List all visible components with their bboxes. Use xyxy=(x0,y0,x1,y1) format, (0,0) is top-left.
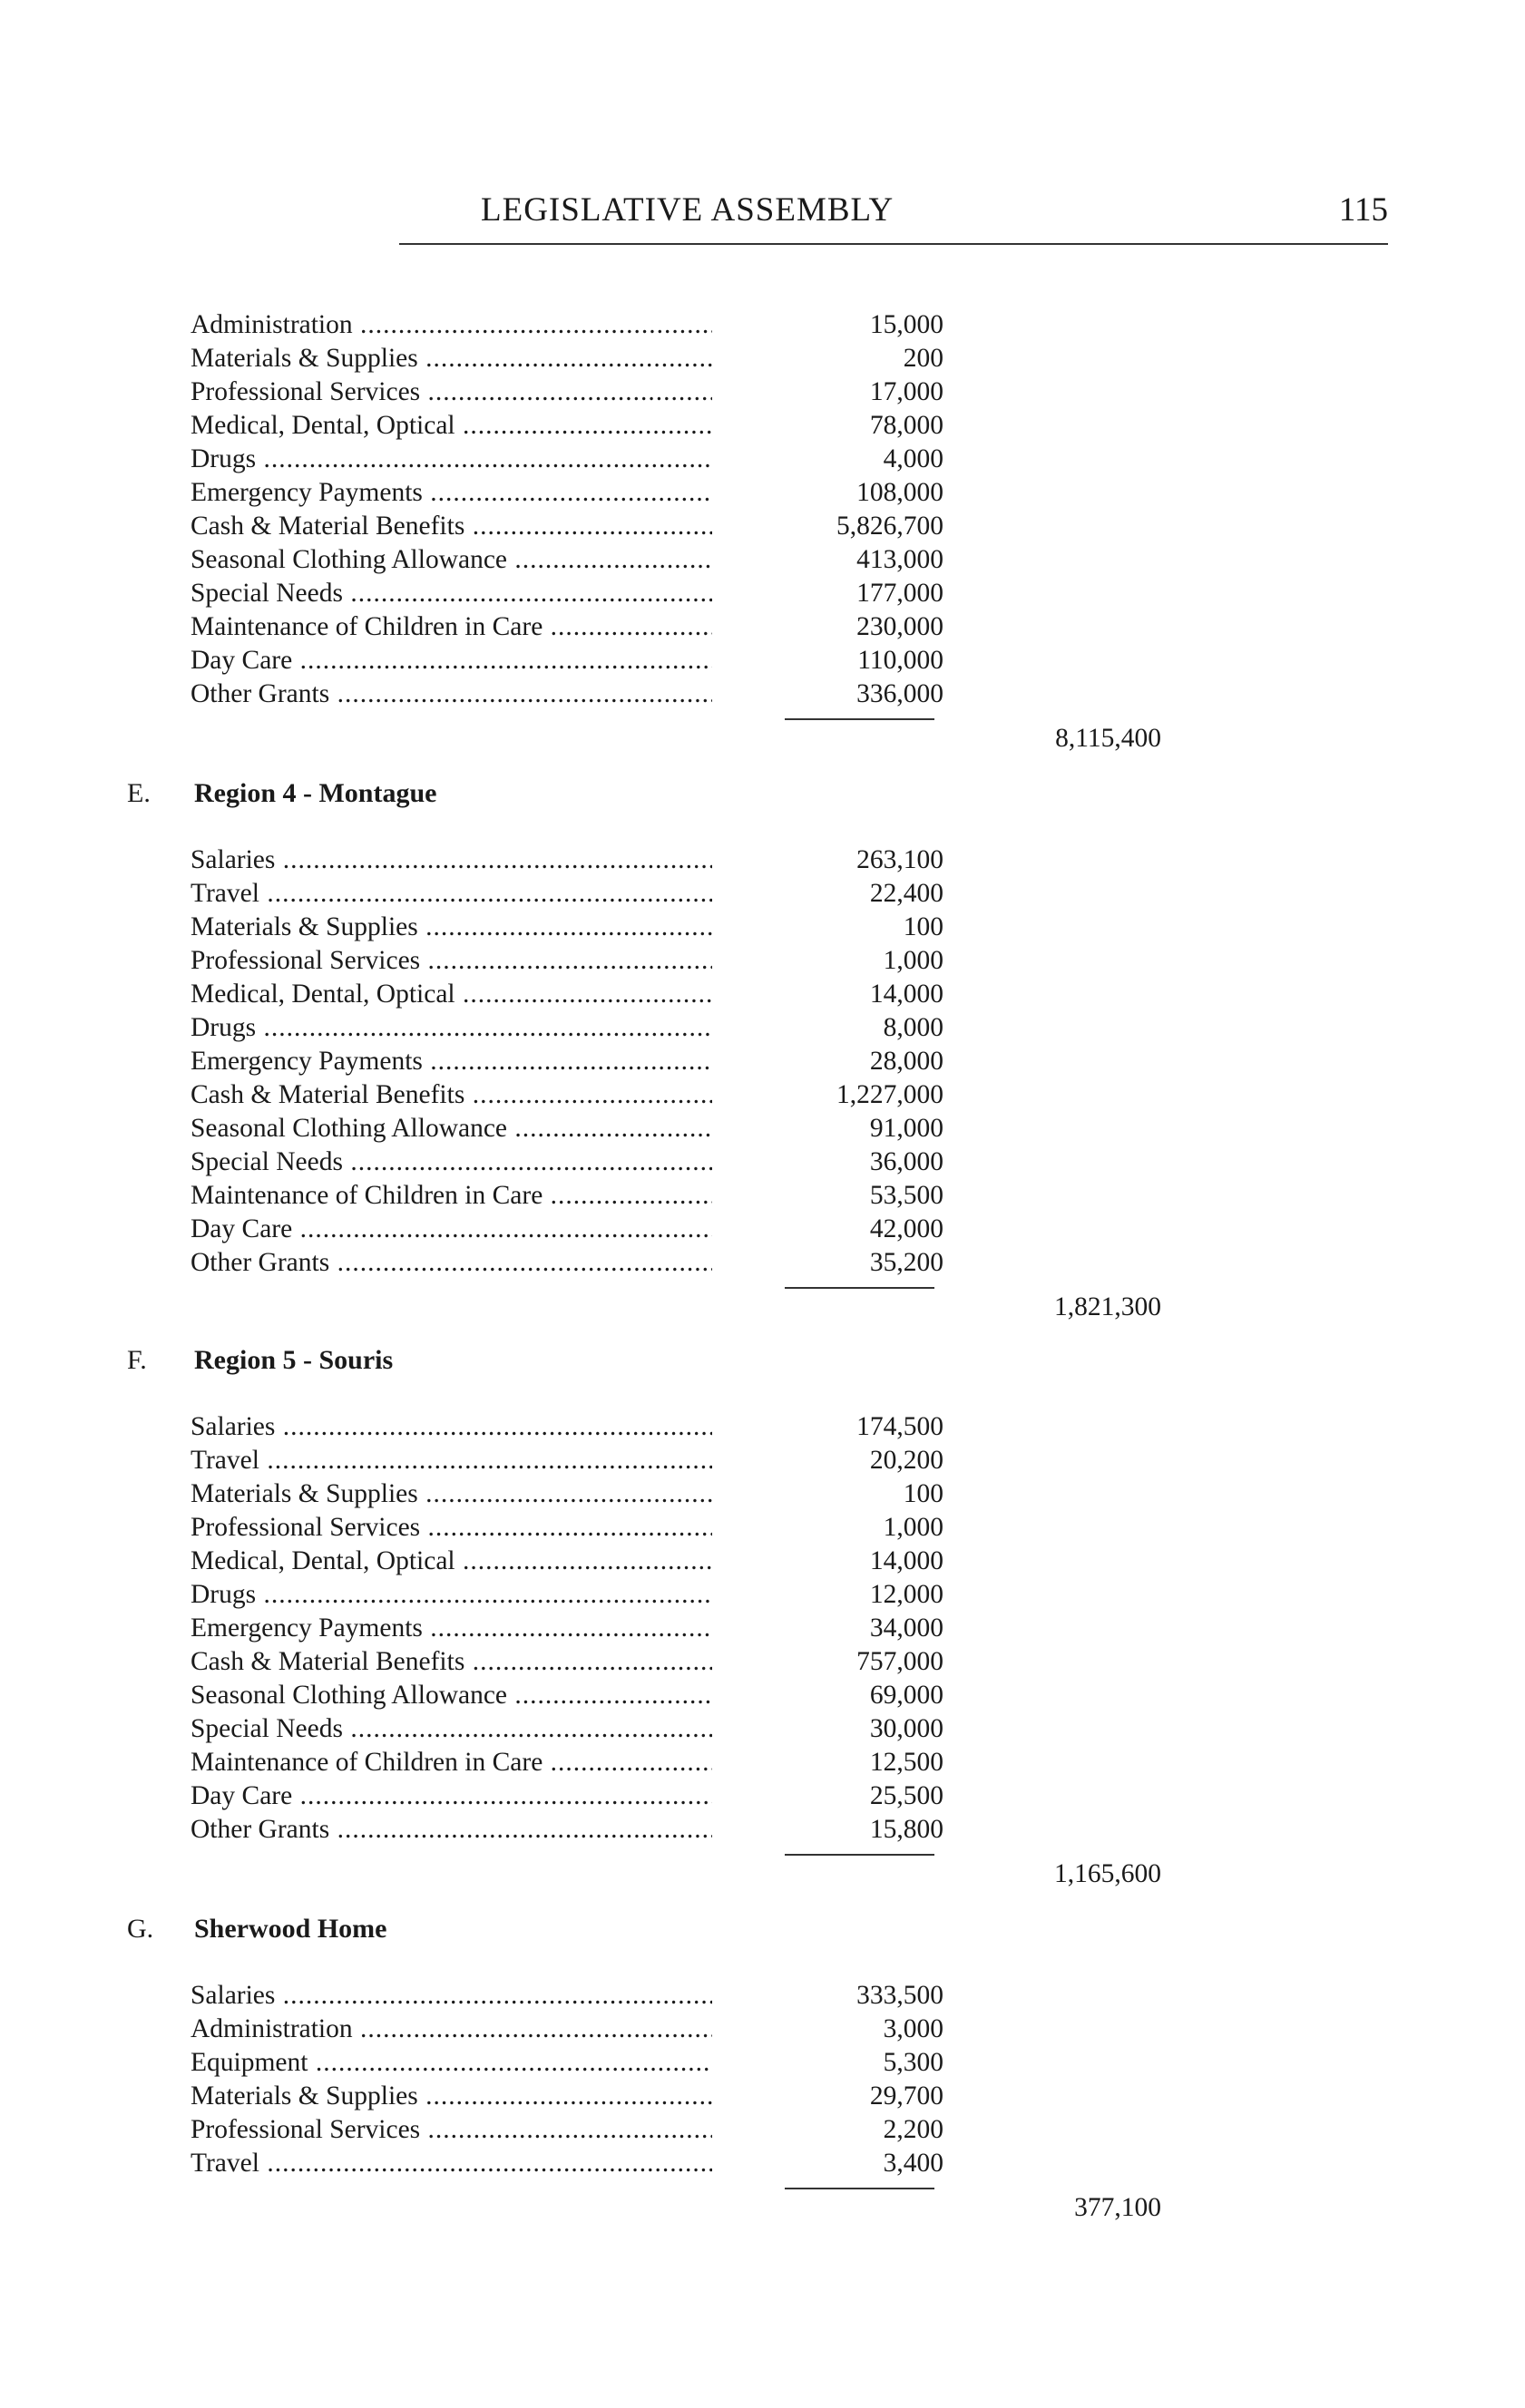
line-item-amount: 757,000 xyxy=(856,1647,943,1676)
line-item xyxy=(191,1444,943,1477)
line-item-amount: 1,000 xyxy=(883,946,943,975)
section-letter: E. xyxy=(127,778,151,808)
line-item-label: Seasonal Clothing Allowance ..... xyxy=(191,543,712,577)
line-item xyxy=(191,1511,943,1545)
section-letter: F. xyxy=(127,1345,147,1375)
line-item-label: Equipment ..... xyxy=(191,2046,712,2080)
line-item-amount: 35,200 xyxy=(869,1248,943,1277)
line-item-amount: 12,000 xyxy=(869,1580,943,1609)
page-title: LEGISLATIVE ASSEMBLY xyxy=(481,191,894,229)
line-item-label: Materials & Supplies ..... xyxy=(191,2080,712,2113)
line-item-label: Maintenance of Children in Care ..... xyxy=(191,1179,712,1213)
line-item-amount: 413,000 xyxy=(856,545,943,574)
line-item-label: Cash & Material Benefits ..... xyxy=(191,1078,712,1112)
line-item-amount: 30,000 xyxy=(869,1714,943,1743)
line-item-label: Emergency Payments ..... xyxy=(191,1045,712,1078)
line-item-label: Medical, Dental, Optical ..... xyxy=(191,1545,712,1578)
line-item xyxy=(191,978,943,1011)
line-item-label: Other Grants ..... xyxy=(191,678,712,711)
section-name: Region 4 - Montague xyxy=(194,778,437,808)
line-item-label: Day Care ..... xyxy=(191,1213,712,1246)
line-item-label: Medical, Dental, Optical ..... xyxy=(191,409,712,443)
line-item-amount: 3,000 xyxy=(883,2014,943,2043)
section-total: 8,115,400 xyxy=(1055,724,1161,753)
line-item xyxy=(191,1712,943,1746)
line-item-label: Special Needs ..... xyxy=(191,1146,712,1179)
line-item xyxy=(191,1612,943,1645)
line-item-amount: 3,400 xyxy=(883,2149,943,2178)
section-letter: G. xyxy=(127,1914,154,1944)
line-item xyxy=(191,2080,943,2113)
line-item-amount: 22,400 xyxy=(869,879,943,908)
line-item-amount: 177,000 xyxy=(856,579,943,608)
line-item-amount: 36,000 xyxy=(869,1147,943,1176)
line-item xyxy=(191,1545,943,1578)
line-item-amount: 69,000 xyxy=(869,1681,943,1710)
line-item-label: Professional Services ..... xyxy=(191,2113,712,2147)
line-item-label: Drugs ..... xyxy=(191,1578,712,1612)
page-number: 115 xyxy=(1338,191,1388,229)
line-item xyxy=(191,1979,943,2013)
line-item xyxy=(191,678,943,711)
line-item-amount: 20,200 xyxy=(869,1446,943,1475)
line-item-amount: 12,500 xyxy=(869,1748,943,1777)
line-item-label: Day Care ..... xyxy=(191,644,712,678)
line-item-label: Emergency Payments ..... xyxy=(191,476,712,510)
section-total: 1,821,300 xyxy=(1054,1292,1161,1321)
line-item-amount: 2,200 xyxy=(883,2115,943,2144)
line-item xyxy=(191,476,943,510)
line-item-amount: 5,300 xyxy=(883,2048,943,2077)
line-item-amount: 110,000 xyxy=(857,646,943,675)
line-item-label: Seasonal Clothing Allowance ..... xyxy=(191,1679,712,1712)
line-item xyxy=(191,1246,943,1280)
line-item-label: Special Needs ..... xyxy=(191,1712,712,1746)
line-item xyxy=(191,1746,943,1779)
line-item xyxy=(191,342,943,375)
section-name: Region 5 - Souris xyxy=(194,1345,394,1375)
line-item-amount: 263,100 xyxy=(856,845,943,874)
line-item-label: Materials & Supplies ..... xyxy=(191,342,712,375)
line-item xyxy=(191,1645,943,1679)
line-item xyxy=(191,308,943,342)
line-item-label: Other Grants ..... xyxy=(191,1813,712,1847)
line-item xyxy=(191,443,943,476)
line-item xyxy=(191,911,943,944)
line-item-amount: 15,000 xyxy=(869,310,943,339)
line-item xyxy=(191,1477,943,1511)
line-item xyxy=(191,2046,943,2080)
line-item-amount: 78,000 xyxy=(869,411,943,440)
line-item xyxy=(191,2013,943,2046)
line-item xyxy=(191,543,943,577)
line-item-amount: 230,000 xyxy=(856,612,943,641)
line-item-amount: 91,000 xyxy=(869,1114,943,1143)
line-item xyxy=(191,1011,943,1045)
line-item-label: Maintenance of Children in Care ..... xyxy=(191,1746,712,1779)
line-item xyxy=(191,1112,943,1146)
line-item-amount: 1,000 xyxy=(883,1513,943,1542)
line-item-amount: 1,227,000 xyxy=(836,1080,943,1109)
line-item-label: Travel ..... xyxy=(191,1444,712,1477)
line-item xyxy=(191,2113,943,2147)
line-item-label: Seasonal Clothing Allowance ..... xyxy=(191,1112,712,1146)
line-item-amount: 108,000 xyxy=(856,478,943,507)
line-item-amount: 14,000 xyxy=(869,980,943,1009)
section-total: 377,100 xyxy=(1074,2193,1161,2222)
line-item-label: Drugs ..... xyxy=(191,443,712,476)
line-item-label: Day Care ..... xyxy=(191,1779,712,1813)
line-item xyxy=(191,1179,943,1213)
line-item-amount: 29,700 xyxy=(869,2081,943,2111)
section-heading xyxy=(0,1342,816,1379)
line-item xyxy=(191,2147,943,2180)
line-item-label: Travel ..... xyxy=(191,877,712,911)
line-item-label: Salaries ..... xyxy=(191,1979,712,2013)
line-item-amount: 5,826,700 xyxy=(836,512,943,541)
line-item-amount: 15,800 xyxy=(869,1815,943,1844)
line-item-amount: 4,000 xyxy=(883,444,943,473)
page-header xyxy=(399,190,1388,245)
line-item xyxy=(191,1078,943,1112)
line-item-label: Materials & Supplies ..... xyxy=(191,1477,712,1511)
line-item-label: Professional Services ..... xyxy=(191,375,712,409)
line-item xyxy=(191,409,943,443)
line-item-amount: 100 xyxy=(903,912,943,941)
line-item xyxy=(191,644,943,678)
line-item-label: Cash & Material Benefits ..... xyxy=(191,510,712,543)
line-item-label: Professional Services ..... xyxy=(191,944,712,978)
line-item xyxy=(191,1578,943,1612)
line-item-label: Maintenance of Children in Care ..... xyxy=(191,610,712,644)
line-item-amount: 17,000 xyxy=(869,377,943,406)
line-item-label: Administration ..... xyxy=(191,2013,712,2046)
section-name: Sherwood Home xyxy=(194,1914,387,1944)
line-item-label: Drugs ..... xyxy=(191,1011,712,1045)
line-item-amount: 336,000 xyxy=(856,679,943,708)
line-item-amount: 14,000 xyxy=(869,1546,943,1575)
line-item xyxy=(191,1045,943,1078)
line-item-label: Salaries ..... xyxy=(191,843,712,877)
line-item-label: Materials & Supplies ..... xyxy=(191,911,712,944)
section-heading xyxy=(0,1911,816,1947)
line-item-label: Salaries ..... xyxy=(191,1410,712,1444)
line-item-label: Travel ..... xyxy=(191,2147,712,2180)
line-item-label: Professional Services ..... xyxy=(191,1511,712,1545)
line-item xyxy=(191,1779,943,1813)
line-item xyxy=(191,877,943,911)
subtotal-rule xyxy=(785,2188,934,2189)
line-item-amount: 100 xyxy=(903,1479,943,1508)
section-total: 1,165,600 xyxy=(1054,1859,1161,1888)
line-item xyxy=(191,510,943,543)
line-item-amount: 200 xyxy=(903,344,943,373)
line-item-amount: 25,500 xyxy=(869,1781,943,1810)
line-item-label: Medical, Dental, Optical ..... xyxy=(191,978,712,1011)
line-item-amount: 42,000 xyxy=(869,1214,943,1243)
line-item-amount: 333,500 xyxy=(856,1981,943,2010)
line-item-label: Cash & Material Benefits ..... xyxy=(191,1645,712,1679)
line-item xyxy=(191,1813,943,1847)
line-item-amount: 53,500 xyxy=(869,1181,943,1210)
line-item-label: Administration ..... xyxy=(191,308,712,342)
line-item xyxy=(191,1679,943,1712)
subtotal-rule xyxy=(785,1854,934,1856)
line-item xyxy=(191,1410,943,1444)
subtotal-rule xyxy=(785,1287,934,1289)
line-item-amount: 28,000 xyxy=(869,1047,943,1076)
line-item xyxy=(191,375,943,409)
line-item-amount: 174,500 xyxy=(856,1412,943,1441)
line-item xyxy=(191,1213,943,1246)
line-item-label: Emergency Payments ..... xyxy=(191,1612,712,1645)
section-heading xyxy=(0,775,816,812)
subtotal-rule xyxy=(785,718,934,720)
line-item-label: Special Needs ..... xyxy=(191,577,712,610)
line-item-amount: 8,000 xyxy=(883,1013,943,1042)
line-item xyxy=(191,577,943,610)
line-item xyxy=(191,843,943,877)
line-item xyxy=(191,1146,943,1179)
line-item-label: Other Grants ..... xyxy=(191,1246,712,1280)
line-item xyxy=(191,610,943,644)
line-item-amount: 34,000 xyxy=(869,1613,943,1643)
line-item xyxy=(191,944,943,978)
